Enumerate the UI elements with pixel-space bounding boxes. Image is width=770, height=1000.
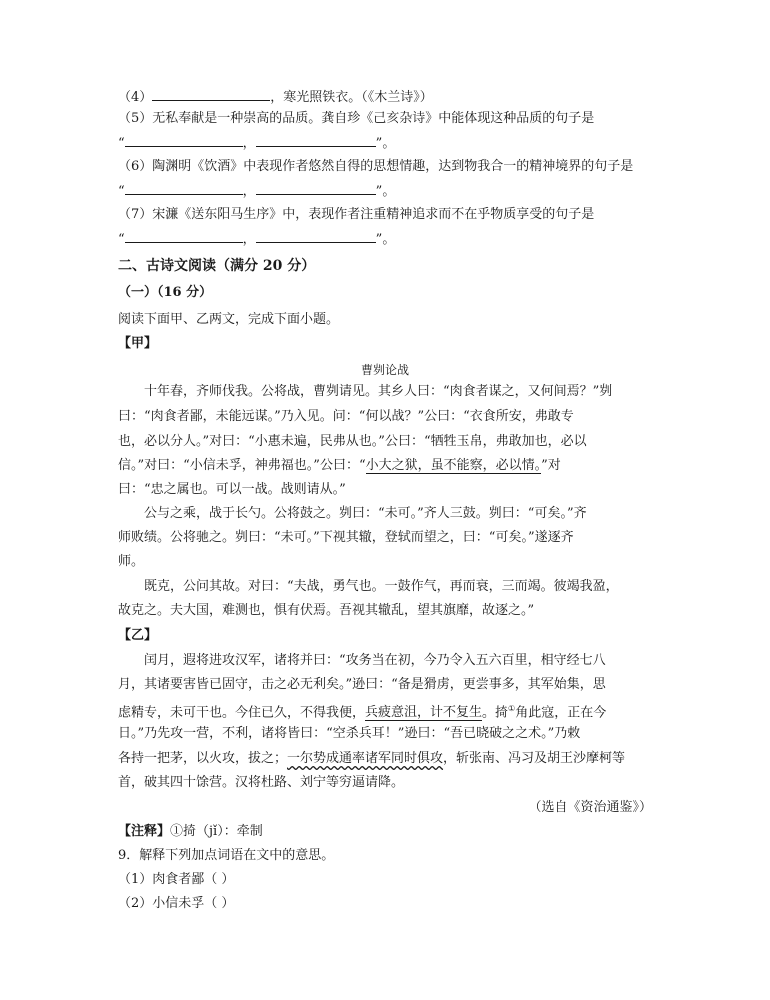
jia-line: 师败绩。公将驰之。刿曰：“未可。”下视其辙，登轼而望之，曰：“可矣。”遂逐齐 bbox=[118, 530, 574, 545]
answer-blank[interactable] bbox=[256, 181, 376, 195]
yi-text: 各持一把茅，以火攻，拔之； bbox=[118, 751, 288, 766]
yi-line: 日。”乃先攻一营，不利，诸将皆曰：“空杀兵耳！”逊曰：“吾已晓破之之术。”乃敕 bbox=[118, 726, 581, 741]
comma: ， bbox=[242, 232, 256, 247]
yi-line: 首，破其四十馀营。汉将杜路、刘宁等穷逼请降。 bbox=[118, 775, 405, 790]
question-5-answer bbox=[118, 133, 395, 153]
underlined-sentence: 兵疲意沮，计不复生 bbox=[365, 705, 483, 721]
comma: ， bbox=[242, 136, 256, 151]
question-7: （7）宋濂《送东阳马生序》中，表现作者注重精神追求而不在乎物质享受的句子是 bbox=[118, 207, 595, 222]
jia-text: 信。”对曰：“小信未孚，神弗福也。”公曰：“ bbox=[118, 458, 366, 473]
yi-line bbox=[118, 700, 606, 722]
jia-line: 故克之。夫大国，难测也，惧有伏焉。吾视其辙乱，望其旗靡，故逐之。” bbox=[118, 603, 535, 618]
answer-blank[interactable] bbox=[256, 133, 376, 147]
jia-line: 曰：“忠之属也。可以一战。战则请从。” bbox=[118, 482, 346, 497]
answer-blank[interactable] bbox=[125, 229, 243, 243]
yi-text: 虑精专，未可干也。今住已久，不得我便， bbox=[118, 705, 366, 721]
question-4 bbox=[118, 87, 433, 107]
question-6: （6）陶渊明《饮酒》中表现作者悠然自得的思想情趣，达到物我合一的精神境界的句子是 bbox=[118, 159, 634, 174]
open-quote: “ bbox=[118, 232, 125, 247]
jia-line: 公与之乘，战于长勺。公将鼓之。刿曰：“未可。”齐人三鼓。刿曰：“可矣。”齐 bbox=[144, 506, 587, 521]
close-quote: ”。 bbox=[375, 184, 396, 199]
question-9-item[interactable]: （1）肉食者鄙（ ） bbox=[118, 872, 235, 887]
passage-jia-title: 曹刿论战 bbox=[360, 363, 409, 377]
answer-blank[interactable] bbox=[125, 181, 243, 195]
q4-prefix: （4） bbox=[118, 90, 153, 105]
jia-line: 既克，公问其故。对曰：“夫战，勇气也。一鼓作气，再而衰，三而竭。彼竭我盈， bbox=[144, 579, 619, 594]
jia-line: 十年春，齐师伐我。公将战，曹刿请见。其乡人曰：“肉食者谋之，又何间焉？”刿 bbox=[144, 384, 613, 399]
question-6-answer bbox=[118, 181, 395, 201]
yi-text: 角此寇，正在今 bbox=[515, 705, 607, 721]
question-9-item[interactable]: （2）小信未孚（ ） bbox=[118, 896, 235, 911]
open-quote: “ bbox=[118, 184, 125, 199]
answer-blank[interactable] bbox=[256, 229, 376, 243]
source-citation: （选自《资治通鉴》） bbox=[528, 800, 652, 815]
yi-text: 。掎 bbox=[482, 705, 509, 721]
section-heading: 二、古诗文阅读（满分 20 分） bbox=[118, 258, 316, 274]
passage-jia-label: 【甲】 bbox=[118, 336, 158, 351]
jia-line: 曰：“肉食者鄙，未能远谋。”乃入见。问：“何以战？”公曰：“衣食所安，弗敢专 bbox=[118, 409, 574, 424]
annotation-text: ①掎（jǐ）：牵制 bbox=[170, 824, 263, 839]
question-9-title: 9．解释下列加点词语在文中的意思。 bbox=[118, 848, 335, 863]
jia-line: 也，必以分人。”对曰：“小惠未遍，民弗从也。”公曰：“牺牲玉帛，弗敢加也，必以 bbox=[118, 434, 587, 449]
underlined-sentence: 小大之狱，虽不能察，必以情。 bbox=[365, 458, 542, 473]
part-heading: （一）（16 分） bbox=[118, 285, 213, 300]
open-quote: “ bbox=[118, 136, 125, 151]
answer-blank[interactable] bbox=[152, 87, 270, 101]
comma: ， bbox=[242, 184, 256, 199]
yi-text: ，斩张南、冯习及胡王沙摩柯等 bbox=[443, 751, 626, 766]
jia-line bbox=[118, 457, 561, 475]
jia-line: 师。 bbox=[118, 554, 145, 569]
question-5: （5）无私奉献是一种崇高的品质。龚自珍《己亥杂诗》中能体现这种品质的句子是 bbox=[118, 111, 595, 126]
yi-line: 闰月，遐将进攻汉军，诸将并曰：“攻务当在初，今乃令入五六百里，相守经七八 bbox=[144, 653, 606, 668]
question-7-answer bbox=[118, 229, 395, 249]
passage-yi-label: 【乙】 bbox=[118, 628, 158, 643]
yi-line: 月，其诸要害皆已固守，击之必无利矣。”逊曰：“备是猾虏，更尝事多，其军始集，思 bbox=[118, 677, 606, 692]
answer-blank[interactable] bbox=[125, 133, 243, 147]
close-quote: ”。 bbox=[375, 232, 396, 247]
yi-line bbox=[118, 750, 625, 768]
annotation bbox=[118, 823, 263, 841]
instruction: 阅读下面甲、乙两文，完成下面小题。 bbox=[118, 312, 340, 327]
close-quote: ”。 bbox=[375, 136, 396, 151]
wavy-underlined-sentence: 一尔势成通率诸军同时俱攻 bbox=[287, 751, 444, 766]
footnote-marker: ① bbox=[508, 704, 516, 713]
annotation-label: 【注释】 bbox=[118, 824, 171, 839]
jia-text: ”对 bbox=[541, 458, 561, 473]
q4-suffix: ，寒光照铁衣。（《木兰诗》） bbox=[270, 90, 433, 105]
